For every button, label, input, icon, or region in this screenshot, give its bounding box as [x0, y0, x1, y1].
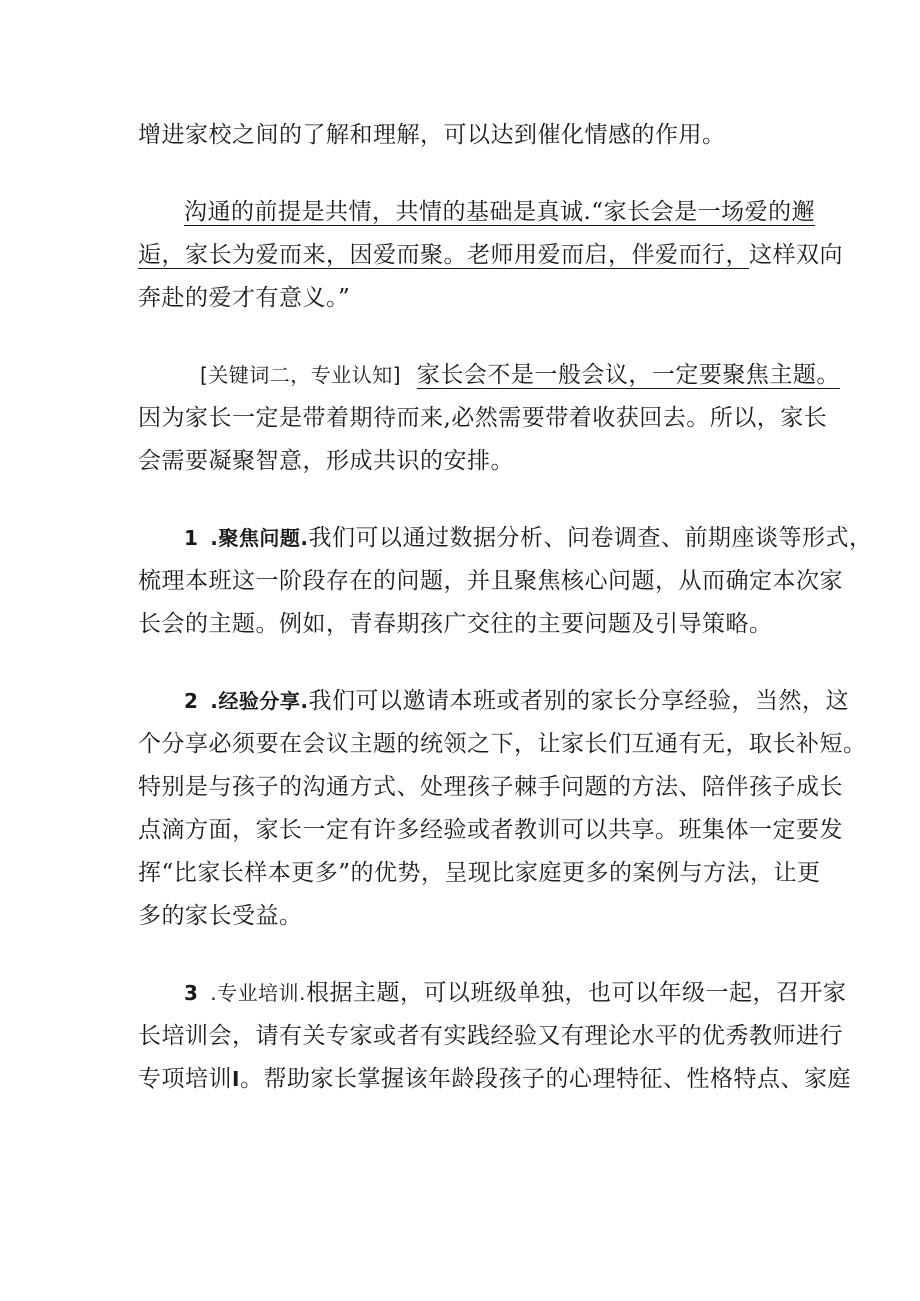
- paragraph-3-line-2: [138, 403, 827, 433]
- item-1-line-2: [138, 566, 843, 596]
- item-label: .聚焦问题.: [210, 526, 309, 550]
- text-span: 根据主题，可以班级单独，也可以年级一起，召开家: [305, 980, 847, 1006]
- item-number: 2: [184, 689, 199, 713]
- text-span: 我们可以邀请本班或者别的家长分享经验，当然，这: [308, 688, 849, 714]
- underlined-text: 家长会不是一般会议，一定要聚焦主题。: [416, 362, 840, 388]
- item-2-line-3: [138, 772, 843, 802]
- item-number: 3: [184, 981, 199, 1005]
- paragraph-3-line-3: [138, 446, 514, 476]
- text-span: 。帮助家长掌握该年龄段孩子的心理特征、性格特点、家庭: [239, 1066, 851, 1092]
- item-3-line-2: [138, 1021, 843, 1051]
- paragraph-3-line-1: [200, 360, 840, 390]
- text-span: 奔赴的爱才有意义。”: [138, 285, 351, 311]
- text-span: 特别是与孩子的沟通方式、处理孩子棘手问题的方法、陪伴孩子成长: [138, 774, 843, 800]
- text-span: 会需要凝聚智意，形成共识的安排。: [138, 448, 514, 474]
- paragraph-2-line-1: [184, 197, 815, 227]
- text-span: 个分享必须要在会议主题的统领之下，让家长们互通有无，取长补短。: [138, 731, 867, 757]
- text-span: 多的家长受益。: [138, 903, 303, 929]
- text-span: 增进家校之间的了解和理解，可以达到催化情感的作用。: [138, 122, 726, 148]
- text-span: 点滴方面，家长一定有许多经验或者教训可以共享。班集体一定要发: [138, 817, 843, 843]
- text-span: 长培训会，请有关专家或者有实践经验又有理论水平的优秀教师进行: [138, 1023, 843, 1049]
- paragraph-1-line-1: [138, 120, 726, 150]
- text-span: 专项培训: [138, 1066, 232, 1092]
- item-label: .专业培训.: [210, 981, 306, 1005]
- text-span: I: [232, 1067, 240, 1091]
- text-span: 挥“比家长样本更多”的优势，呈现比家庭更多的案例与方法，让更: [138, 860, 821, 886]
- item-1-line-3: [138, 609, 773, 639]
- item-label: .经验分享.: [210, 689, 309, 713]
- item-3-line-3: [138, 1064, 851, 1094]
- underlined-quote: 逅，家长为爱而来，因爱而聚。老师用爱而启，伴爱而行，: [138, 242, 749, 268]
- underlined-quote: 沟通的前提是共情，共情的基础是真诚.“家长会是一场爱的邂: [184, 199, 816, 225]
- paragraph-2-line-3: [138, 283, 350, 313]
- keyword-label: [关键词二，专业认知]: [200, 363, 402, 387]
- item-2-line-6: [138, 901, 303, 931]
- item-2-line-2: [138, 729, 867, 759]
- item-2-line-5: [138, 858, 821, 888]
- item-3-line-1: [184, 978, 846, 1008]
- item-number: 1: [184, 526, 199, 550]
- item-1-line-1: [184, 523, 872, 553]
- text-span: 我们可以通过数据分析、问卷调查、前期座谈等形式，: [308, 525, 873, 551]
- text-span: 因为家长一定是带着期待而来,必然需要带着收获回去。所以，家长: [138, 405, 828, 431]
- item-2-line-4: [138, 815, 843, 845]
- text-span: 这样双向: [749, 242, 843, 268]
- paragraph-2-line-2: [138, 240, 843, 270]
- text-span: 长会的主题。例如，青春期孩广交往的主要问题及引导策略。: [138, 611, 773, 637]
- text-span: 梳理本班这一阶段存在的问题，并且聚焦核心问题，从而确定本次家: [138, 568, 843, 594]
- item-2-line-1: [184, 686, 849, 716]
